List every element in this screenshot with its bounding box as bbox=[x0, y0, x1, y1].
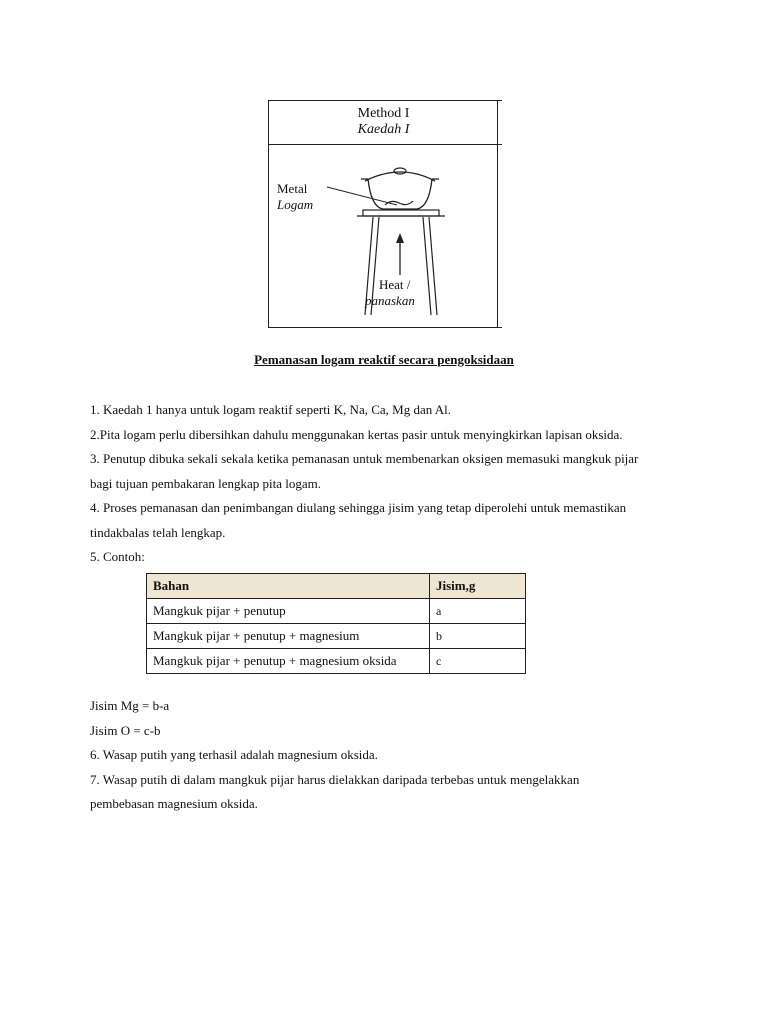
pipeclay-triangle bbox=[363, 210, 439, 216]
crucible-body bbox=[368, 179, 432, 209]
point-line: bagi tujuan pembakaran lengkap pita logam. bbox=[90, 475, 322, 491]
table-cell: Mangkuk pijar + penutup + magnesium oksida bbox=[147, 649, 430, 674]
figure-header-en: Method I bbox=[357, 106, 410, 121]
point-line: Jisim O = c-b bbox=[90, 722, 161, 738]
points-bottom bbox=[90, 694, 690, 817]
mass-table bbox=[146, 573, 526, 674]
metal-label bbox=[277, 181, 313, 213]
metal-pointer-line bbox=[327, 187, 397, 205]
table-header-row bbox=[147, 574, 526, 599]
figure-top-tick bbox=[496, 100, 502, 101]
point-line: 7. Wasap putih di dalam mangkuk pijar harus dielakkan daripada terbebas untuk mengelakkan bbox=[90, 771, 580, 787]
figure-header-ms: Kaedah I bbox=[357, 122, 410, 137]
metal-label-ms: Logam bbox=[277, 197, 314, 212]
table-cell: c bbox=[430, 649, 526, 674]
table-cell: Mangkuk pijar + penutup bbox=[147, 599, 430, 624]
point-line: 4. Proses pemanasan dan penimbangan diulang sehingga jisim yang tetap diperolehi untuk memastikan bbox=[90, 500, 627, 515]
table-header-bahan: Bahan bbox=[147, 574, 430, 599]
table-header-jisim: Jisim,g bbox=[430, 574, 526, 599]
table-row bbox=[147, 649, 526, 674]
section-title: Pemanasan logam reaktif secara pengoksidaan bbox=[254, 352, 514, 367]
point-line: pembebasan magnesium oksida. bbox=[90, 796, 258, 811]
metal-label-en: Metal bbox=[277, 181, 308, 196]
lid-knob bbox=[394, 168, 406, 174]
table-row bbox=[147, 624, 526, 649]
heat-label-ms: panaskan bbox=[365, 293, 415, 308]
heat-arrow-head bbox=[396, 233, 404, 243]
table-cell: b bbox=[430, 624, 526, 649]
figure-header bbox=[269, 106, 498, 138]
point-line: tindakbalas telah lengkap. bbox=[90, 524, 226, 540]
table-cell: a bbox=[430, 599, 526, 624]
heat-label bbox=[365, 277, 415, 309]
point-line: 6. Wasap putih yang terhasil adalah magnesium oksida. bbox=[90, 747, 378, 762]
crucible-lid bbox=[365, 172, 435, 181]
heat-label-en: Heat / bbox=[379, 277, 411, 292]
method-figure bbox=[268, 100, 502, 328]
table-row bbox=[147, 599, 526, 624]
point-line: 2.Pita logam perlu dibersihkan dahulu menggunakan kertas pasir untuk menyingkirkan lapisan oksida. bbox=[90, 426, 623, 442]
points-top bbox=[90, 398, 690, 570]
point-line: 3. Penutup dibuka sekali sekala ketika pemanasan untuk membenarkan oksigen memasuki mangkuk pijar bbox=[90, 451, 639, 466]
point-line: 1. Kaedah 1 hanya untuk logam reaktif seperti K, Na, Ca, Mg dan Al. bbox=[90, 402, 452, 417]
point-line: Jisim Mg = b-a bbox=[90, 698, 170, 713]
point-line: 5. Contoh: bbox=[90, 549, 145, 564]
table-cell: Mangkuk pijar + penutup + magnesium bbox=[147, 624, 430, 649]
